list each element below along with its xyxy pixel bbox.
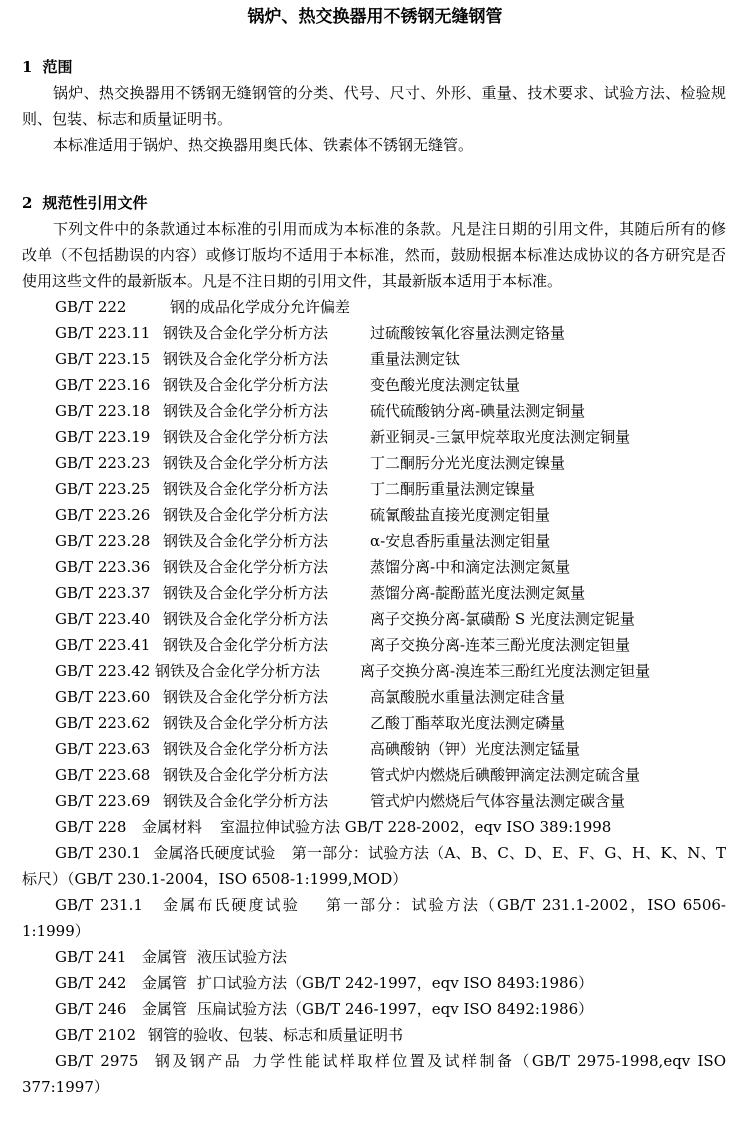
reference-title: 钢铁及合金化学分析方法 — [163, 454, 329, 472]
reference-item — [0, 554, 750, 580]
reference-subtitle: 丁二酮肟重量法测定镍量 — [370, 480, 536, 498]
reference-title: 钢铁及合金化学分析方法 — [163, 558, 329, 576]
section-number: 1 — [22, 58, 33, 76]
reference-title: 钢铁及合金化学分析方法 — [163, 532, 329, 550]
reference-code: GB/T 223.68 — [55, 766, 151, 784]
reference-subtitle: 室温拉伸试验方法 GB/T 228-2002，eqv ISO 389:1998 — [220, 818, 612, 836]
reference-subtitle: 高碘酸钠（钾）光度法测定锰量 — [370, 740, 581, 758]
reference-code: GB/T 223.63 — [55, 740, 151, 758]
reference-code: GB/T 223.25 — [55, 480, 151, 498]
section-1-paragraph: 锅炉、热交换器用不锈钢无缝钢管的分类、代号、尺寸、外形、重量、技术要求、试验方法、检验规则、包装、标志和质量证明书。 — [22, 84, 726, 128]
reference-item — [0, 684, 750, 710]
reference-code: GB/T 230.1 — [55, 844, 142, 862]
reference-subtitle: 管式炉内燃烧后气体容量法测定碳含量 — [370, 792, 626, 810]
reference-subtitle: 变色酸光度法测定钛量 — [370, 376, 521, 394]
reference-title: 钢铁及合金化学分析方法 — [163, 428, 329, 446]
section-2-heading — [22, 190, 750, 216]
reference-item — [0, 1022, 750, 1048]
reference-code: GB/T 223.40 — [55, 610, 151, 628]
reference-code: GB/T 223.19 — [55, 428, 151, 446]
document-title: 锅炉、热交换器用不锈钢无缝钢管 — [247, 7, 503, 27]
reference-item — [0, 1048, 726, 1100]
reference-subtitle: 扩口试验方法（GB/T 242-1997，eqv ISO 8493:1986） — [197, 974, 594, 992]
reference-item — [0, 502, 750, 528]
reference-item — [0, 294, 750, 320]
reference-title: 钢铁及合金化学分析方法 — [163, 506, 329, 524]
reference-title: 钢铁及合金化学分析方法 — [163, 376, 329, 394]
reference-title: 钢铁及合金化学分析方法 — [163, 402, 329, 420]
reference-item — [0, 346, 750, 372]
reference-code: GB/T 223.16 — [55, 376, 151, 394]
reference-subtitle: 离子交换分离-溴连苯三酚红光度法测定钽量 — [360, 662, 651, 680]
reference-code: GB/T 228 — [55, 818, 127, 836]
reference-code: GB/T 231.1 — [55, 896, 143, 914]
reference-subtitle: 离子交换分离-连苯三酚光度法测定钽量 — [370, 636, 631, 654]
reference-item — [0, 424, 750, 450]
reference-subtitle: 重量法测定钛 — [370, 350, 461, 368]
reference-title: 金属材料 — [142, 818, 203, 836]
section-title: 规范性引用文件 — [42, 194, 148, 212]
section-2-paragraph: 下列文件中的条款通过本标准的引用而成为本标准的条款。凡是注日期的引用文件，其随后所有的修改单（不包括勘误的内容）或修订版均不适用于本标准，然而，鼓励根据本标准达成协议的各方研究是否使用这些文件的最新版本。凡是不注日期的引用文件，其最新版本适用于本标准。 — [22, 220, 726, 290]
reference-item — [0, 606, 750, 632]
reference-title: 钢铁及合金化学分析方法 — [163, 610, 329, 628]
section-title: 范围 — [42, 58, 73, 76]
reference-title: 钢铁及合金化学分析方法 — [163, 688, 329, 706]
reference-subtitle: 第一部分：试验方法（A、B、C、D、E、F、G、H、K、N、T 标尺）（GB/T 230.1-2004，ISO 6508-1:1999,MOD） — [22, 844, 726, 888]
reference-item — [0, 840, 726, 892]
reference-subtitle: 蒸馏分离-靛酚蓝光度法测定氮量 — [370, 584, 586, 602]
reference-code: GB/T 223.28 — [55, 532, 151, 550]
reference-item — [0, 658, 750, 684]
reference-title: 金属管 — [142, 1000, 188, 1018]
reference-item — [0, 788, 750, 814]
reference-code: GB/T 223.37 — [55, 584, 151, 602]
reference-item — [0, 476, 750, 502]
reference-title: 钢铁及合金化学分析方法 — [163, 480, 329, 498]
reference-subtitle: 蒸馏分离-中和滴定法测定氮量 — [370, 558, 571, 576]
reference-item — [0, 814, 750, 840]
reference-title: 钢及钢产品 — [152, 1052, 243, 1070]
reference-item — [0, 892, 726, 944]
reference-item — [0, 632, 750, 658]
reference-item — [0, 762, 750, 788]
reference-title: 钢铁及合金化学分析方法 — [163, 636, 329, 654]
reference-code: GB/T 242 — [55, 974, 127, 992]
reference-code: GB/T 223.42 — [55, 662, 151, 680]
reference-title: 钢铁及合金化学分析方法 — [163, 792, 329, 810]
reference-title: 钢铁及合金化学分析方法 — [163, 766, 329, 784]
reference-code: GB/T 223.23 — [55, 454, 151, 472]
reference-item — [0, 528, 750, 554]
reference-subtitle: 硫氰酸盐直接光度测定钼量 — [370, 506, 551, 524]
reference-code: GB/T 2102 — [55, 1026, 137, 1044]
reference-title: 金属洛氏硬度试验 — [153, 844, 276, 862]
reference-code: GB/T 223.11 — [55, 324, 151, 342]
reference-item — [0, 450, 750, 476]
section-1-heading — [22, 54, 750, 80]
reference-subtitle: 丁二酮肟分光光度法测定镍量 — [370, 454, 566, 472]
reference-subtitle: 压扁试验方法（GB/T 246-1997，eqv ISO 8492:1986） — [197, 1000, 594, 1018]
reference-subtitle: 管式炉内燃烧后碘酸钾滴定法测定硫含量 — [370, 766, 641, 784]
section-1-paragraph: 本标准适用于锅炉、热交换器用奥氏体、铁素体不锈钢无缝管。 — [53, 136, 474, 154]
reference-code: GB/T 223.60 — [55, 688, 151, 706]
reference-title: 钢铁及合金化学分析方法 — [163, 714, 329, 732]
reference-subtitle: 硫代硫酸钠分离-碘量法测定铜量 — [370, 402, 586, 420]
reference-subtitle: α-安息香肟重量法测定钼量 — [370, 532, 551, 550]
reference-title: 钢铁及合金化学分析方法 — [163, 324, 329, 342]
reference-code: GB/T 223.41 — [55, 636, 151, 654]
reference-item — [0, 736, 750, 762]
reference-item — [0, 398, 750, 424]
reference-code: GB/T 223.15 — [55, 350, 151, 368]
reference-code: GB/T 223.69 — [55, 792, 151, 810]
reference-title: 钢铁及合金化学分析方法 — [163, 350, 329, 368]
reference-subtitle: 离子交换分离-氯磺酚 S 光度法测定铌量 — [370, 610, 635, 628]
reference-title: 金属布氏硬度试验 — [160, 896, 300, 914]
reference-title: 金属管 — [142, 974, 188, 992]
reference-item — [0, 320, 750, 346]
reference-subtitle: 力学性能试样取样位置及试样制备（GB/T 2975-1998,eqv ISO 377:1997） — [22, 1052, 726, 1096]
reference-title: 钢管的验收、包装、标志和质量证明书 — [148, 1026, 404, 1044]
reference-code: GB/T 223.36 — [55, 558, 151, 576]
reference-title: 钢铁及合金化学分析方法 — [163, 584, 329, 602]
reference-subtitle: 液压试验方法 — [197, 948, 288, 966]
reference-code: GB/T 223.26 — [55, 506, 151, 524]
reference-item — [0, 944, 750, 970]
reference-subtitle: 高氯酸脱水重量法测定硅含量 — [370, 688, 566, 706]
reference-item — [0, 580, 750, 606]
reference-code: GB/T 223.18 — [55, 402, 151, 420]
reference-subtitle: 过硫酸铵氧化容量法测定铬量 — [370, 324, 566, 342]
reference-code: GB/T 222 — [55, 298, 127, 316]
reference-item — [0, 970, 750, 996]
reference-subtitle: 新亚铜灵-三氯甲烷萃取光度法测定铜量 — [370, 428, 631, 446]
reference-title: 金属管 — [142, 948, 188, 966]
reference-title: 钢铁及合金化学分析方法 — [163, 740, 329, 758]
reference-title: 钢铁及合金化学分析方法 — [155, 662, 321, 680]
reference-item — [0, 710, 750, 736]
reference-code: GB/T 241 — [55, 948, 127, 966]
reference-subtitle: 乙酸丁酯萃取光度法测定磷量 — [370, 714, 566, 732]
reference-item — [0, 996, 750, 1022]
reference-code: GB/T 2975 — [55, 1052, 139, 1070]
reference-code: GB/T 246 — [55, 1000, 127, 1018]
reference-subtitle: 第一部分：试验方法（GB/T 231.1-2002，ISO 6506-1:1999） — [22, 896, 726, 940]
section-number: 2 — [22, 194, 33, 212]
reference-item — [0, 372, 750, 398]
reference-code: GB/T 223.62 — [55, 714, 151, 732]
reference-list — [0, 294, 750, 1100]
reference-title: 钢的成品化学成分允许偏差 — [170, 298, 351, 316]
